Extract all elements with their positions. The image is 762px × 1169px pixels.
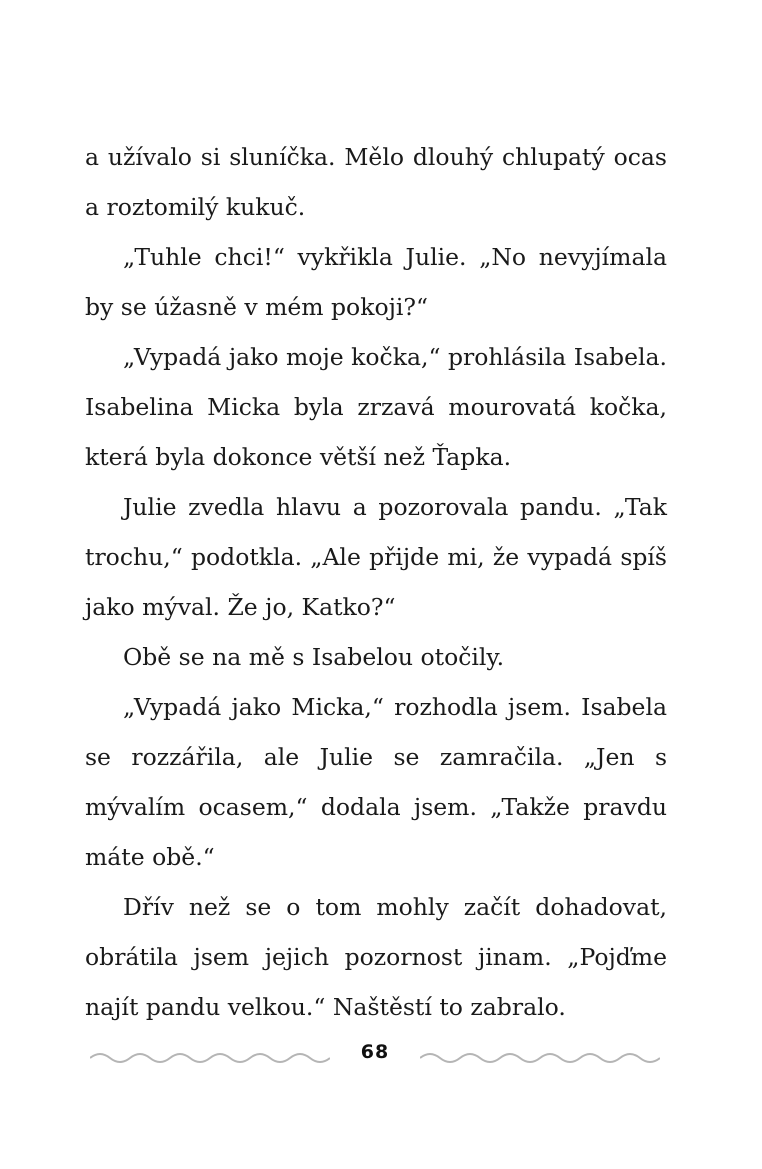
body-text	[85, 132, 667, 1032]
paragraph: Dřív než se o tom mohly začít dohadovat, obrátila jsem jejich pozornost jinam. „Pojďme najít pandu velkou.“ Naštěstí to zabralo.	[85, 893, 667, 1021]
paragraph: „Tuhle chci!“ vykřikla Julie. „No nevyjímala by se úžasně v mém pokoji?“	[85, 243, 667, 321]
paragraph: Obě se na mě s Isabelou otočily.	[123, 643, 505, 671]
page-footer	[85, 1038, 667, 1074]
wave-ornament-left	[90, 1048, 330, 1064]
wave-ornament-right	[420, 1048, 660, 1064]
paragraph: „Vypadá jako Micka,“ rozhodla jsem. Isabela se rozzářila, ale Julie se zamračila. „Jen s mývalím ocasem,“ dodala jsem. „Takže pravdu máte obě.“	[85, 693, 667, 871]
paragraph: Julie zvedla hlavu a pozorovala pandu. „Tak trochu,“ podotkla. „Ale přijde mi, že vypadá spíš jako mýval. Že jo, Katko?“	[85, 493, 667, 621]
paragraph: „Vypadá jako moje kočka,“ prohlásila Isabela. Isabelina Micka byla zrzavá mourovatá kočka, která byla dokonce větší než Ťapka.	[85, 343, 667, 471]
page-number: 68	[360, 1041, 390, 1063]
paragraph-continuation: a užívalo si sluníčka. Mělo dlouhý chlupatý ocas a roztomilý kukuč.	[85, 143, 667, 221]
